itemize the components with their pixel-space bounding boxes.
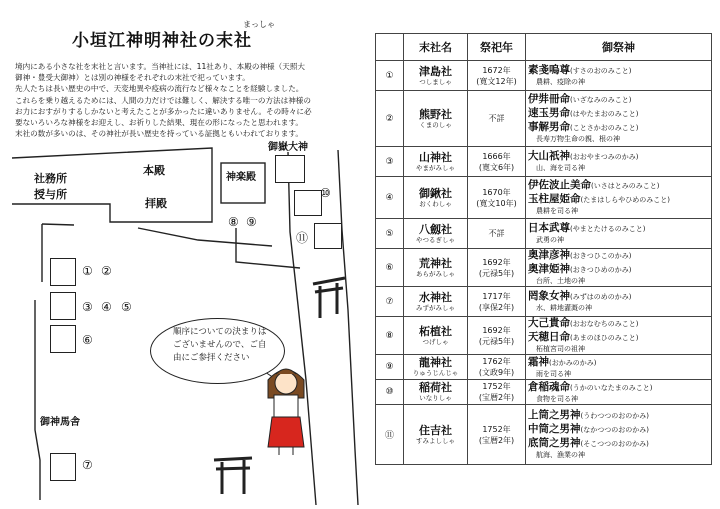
shrine-name-cell: [404, 147, 468, 177]
deity-line: [528, 437, 709, 451]
row-index: ⑪: [376, 405, 404, 465]
torii-icon: [214, 458, 252, 494]
shrine-name-cell: [404, 317, 468, 355]
table-row: [376, 317, 712, 355]
deity-reading: (たまはしらやひめのみこと): [580, 196, 670, 204]
row-index: ⑦: [376, 287, 404, 317]
shrine-reading: りゅうじんじゃ: [412, 369, 459, 377]
year-text: 1717年: [482, 291, 511, 301]
shrine-name-cell: [404, 405, 468, 465]
deity-name: 玉柱屋姫命: [528, 193, 581, 205]
deity-line: [528, 263, 709, 277]
speech-bubble: [150, 318, 285, 384]
intro-line: 要ないろいろな神様をお迎えし、お祈りした結果、現在の形になったと思われます。: [15, 118, 303, 128]
row-index: ③: [376, 147, 404, 177]
shrine-name: 津島社: [419, 64, 452, 78]
table-row: [376, 61, 712, 91]
shrine-reading: いなりしゃ: [419, 394, 452, 402]
page-title: 小垣江神明神社の末社: [72, 31, 252, 51]
shrine-maiden-figure: [268, 369, 304, 455]
deity-line: [528, 193, 709, 207]
bubble-line: 由にご参拝ください: [173, 353, 250, 363]
map-number-5: ⑤: [121, 300, 132, 314]
table-row: [376, 380, 712, 405]
row-index: ①: [376, 61, 404, 91]
intro-line: 先人たちは長い歴史の中で、天変地異や疫病の流行など様々なことを経験しました。: [15, 84, 304, 94]
year-text: (文政9年): [478, 368, 515, 377]
table-row: [376, 287, 712, 317]
deity-effect: 農耕を司る神: [536, 207, 578, 215]
deity-name: 伊佐波止美命: [528, 179, 591, 191]
deity-effect: 農耕、疫除の神: [536, 78, 585, 86]
deity-name: 素戔嗚尊: [528, 64, 570, 76]
year-cell: [468, 380, 526, 405]
shrine-box: [275, 155, 305, 183]
map-label-ontakeoogami: 御嶽大神: [268, 142, 308, 153]
map-number-6: ⑥: [82, 333, 93, 347]
shrine-name-cell: [404, 219, 468, 249]
table-row: [376, 147, 712, 177]
deity-name: 倉稲魂命: [528, 380, 570, 393]
year-text: (宝暦2年): [478, 435, 515, 445]
shrine-reading: つしましゃ: [419, 77, 452, 86]
deity-reading: (いざなみのみこと): [570, 96, 632, 104]
year-text: (宝暦2年): [478, 393, 515, 402]
shrine-name: 水神社: [419, 290, 452, 304]
shrine-name-cell: [404, 177, 468, 219]
shrine-name-cell: [404, 355, 468, 380]
deity-cell: [526, 249, 712, 287]
shrine-name-cell: [404, 249, 468, 287]
shrine-name-cell: [404, 380, 468, 405]
shrine-box: [50, 325, 76, 353]
year-cell: [468, 61, 526, 91]
title-furigana: まっしゃ: [243, 20, 275, 29]
shrine-box: [50, 258, 76, 286]
intro-line: 境内にある小さな社を末社と言います。当神社には、11社あり、本殿の神様（天照大: [15, 62, 306, 71]
deity-effect: 山、海を司る神: [536, 164, 585, 172]
year-cell: [468, 405, 526, 465]
shrine-name-cell: [404, 287, 468, 317]
row-index: ⑨: [376, 355, 404, 380]
year-text: (元禄5年): [478, 336, 515, 346]
year-text: 1752年: [482, 382, 511, 391]
table-row: [376, 355, 712, 380]
table-row: [376, 249, 712, 287]
deity-cell: [526, 147, 712, 177]
deity-reading: (やまとたけるのみこと): [570, 225, 646, 233]
year-text: (寛文6年): [478, 162, 515, 172]
year-text: 不詳: [488, 229, 505, 238]
year-text: 不詳: [488, 114, 505, 123]
shrine-reading: くまのしゃ: [419, 120, 452, 129]
deity-reading: (あまのほひのみこと): [570, 334, 639, 342]
shrine-name-cell: [404, 91, 468, 147]
map-number-7: ⑦: [82, 458, 93, 472]
row-index: ⑤: [376, 219, 404, 249]
year-text: 1672年: [482, 65, 511, 75]
shrine-reading: つげしゃ: [422, 337, 449, 346]
deity-reading: (うかのいなたまのみこと): [570, 383, 653, 392]
table-header-name: 末社名: [404, 34, 468, 61]
deity-cell: [526, 91, 712, 147]
year-text: (寛文10年): [476, 198, 517, 208]
table-row: [376, 91, 712, 147]
deity-name: 霜神: [528, 355, 549, 368]
table-row: [376, 219, 712, 249]
year-text: (元禄5年): [478, 268, 515, 278]
map-label-haiden: 拝殿: [145, 197, 167, 210]
year-cell: [468, 355, 526, 380]
deity-reading: (みずはのめのかみ): [570, 293, 632, 301]
row-index: ④: [376, 177, 404, 219]
deity-name: 上筒之男神: [528, 409, 581, 421]
intro-line: これらを乗り越えるためには、人間の力だけでは難しく、解決する唯一の方法は神様の: [15, 95, 311, 105]
shrine-reading: みずがみしゃ: [416, 303, 455, 312]
shrine-name: 荒神社: [419, 256, 452, 270]
deity-cell: [526, 317, 712, 355]
shrine-box: [314, 223, 342, 249]
deity-line: [528, 222, 709, 236]
year-text: 1692年: [482, 257, 511, 267]
deity-reading: (おきつひめのかみ): [570, 266, 632, 274]
deity-line: [528, 331, 709, 345]
map-number-1: ①: [82, 264, 93, 278]
deity-cell: [526, 355, 712, 380]
table-row: [376, 405, 712, 465]
deity-effect: 雨を司る神: [536, 369, 571, 378]
shrine-reading: やまがみしゃ: [416, 163, 455, 172]
deity-line: [528, 249, 709, 263]
deity-line: [528, 381, 709, 395]
deity-line: [528, 179, 709, 193]
year-cell: [468, 287, 526, 317]
deity-line: [528, 290, 709, 304]
map-label-juyosho: 授与所: [34, 188, 67, 201]
year-cell: [468, 91, 526, 147]
deity-line: [528, 93, 709, 107]
table-row: [376, 177, 712, 219]
intro-line: 御神・豊受大御神）とは別の神様をそれぞれの末社で祀っています。: [15, 73, 250, 83]
deity-reading: (おかみのかみ): [549, 358, 597, 367]
map-number-10: ⑩: [320, 186, 331, 200]
bubble-line: 順序についての決まりは: [173, 327, 267, 337]
table-header-year: 祭祀年: [468, 34, 526, 61]
deity-name: 底筒之男神: [528, 437, 581, 449]
year-text: 1692年: [482, 325, 511, 335]
bubble-line: ございませんので、ご自: [173, 340, 267, 350]
shrine-name: 稲荷社: [419, 381, 452, 394]
shrine-box: [294, 190, 322, 216]
deity-effect: 武勇の神: [536, 236, 564, 244]
map-number-8: ⑧: [228, 215, 239, 229]
shrine-name: 熊野社: [419, 107, 452, 121]
shrine-box: [50, 292, 76, 320]
map-label-honden: 本殿: [143, 164, 165, 177]
deity-cell: [526, 287, 712, 317]
table-header-row: [376, 34, 712, 61]
deity-reading: (はやたまおのみこと): [570, 110, 639, 118]
row-index: ⑥: [376, 249, 404, 287]
deity-name: 事解男命: [528, 121, 570, 133]
year-text: 1752年: [482, 424, 511, 434]
map-label-shamusho: 社務所: [34, 172, 67, 185]
year-text: 1762年: [482, 357, 511, 366]
deity-line: [528, 409, 709, 423]
shrine-reading: あらがみしゃ: [416, 269, 455, 278]
year-text: 1666年: [482, 151, 511, 161]
row-index: ②: [376, 91, 404, 147]
deity-reading: (おきつひこのかみ): [570, 252, 632, 260]
deity-line: [528, 150, 709, 164]
deity-reading: (いさはとみのみこと): [591, 182, 660, 190]
table-header-index: [376, 34, 404, 61]
map-number-4: ④: [101, 300, 112, 314]
deity-name: 大己貴命: [528, 317, 570, 329]
map-label-goshinmasha: 御神馬舎: [40, 417, 80, 428]
deity-reading: (おおなむちのみこと): [570, 320, 639, 328]
deity-reading: (そこつつのおのかみ): [580, 440, 649, 448]
deity-effect: 台所、土地の神: [536, 277, 585, 285]
shrine-reading: やつるぎしゃ: [416, 235, 455, 244]
map-number-3: ③: [82, 300, 93, 314]
year-text: (享保2年): [478, 302, 515, 312]
shrine-name: 御鍬社: [419, 186, 452, 200]
shrine-name: 山神社: [419, 150, 452, 164]
shrine-name: 柘植社: [419, 324, 452, 338]
deity-effect: 長寿万物生命の親、根の神: [536, 135, 620, 143]
year-cell: [468, 317, 526, 355]
deity-name: 罔象女神: [528, 290, 570, 302]
deity-reading: (うわつつのおのかみ): [580, 412, 649, 420]
deity-line: [528, 423, 709, 437]
deity-effect: 食物を司る神: [536, 394, 578, 403]
deity-name: 日本武尊: [528, 222, 570, 234]
shrine-name-cell: [404, 61, 468, 91]
torii-icon: [313, 278, 345, 318]
year-cell: [468, 147, 526, 177]
deity-cell: [526, 219, 712, 249]
deity-effect: 航海、漁業の神: [536, 451, 585, 459]
map-number-11: ⑪: [296, 231, 309, 245]
deity-effect: 水、耕地灌漑の神: [536, 304, 592, 312]
shrine-name: 住吉社: [419, 423, 452, 437]
shrine-reading: おくわしゃ: [419, 199, 452, 208]
deity-reading: (おおやまつみのかみ): [570, 153, 639, 161]
deity-name: 伊弉冊命: [528, 93, 570, 105]
deity-line: [528, 64, 709, 78]
deity-cell: [526, 405, 712, 465]
year-cell: [468, 249, 526, 287]
deity-line: [528, 356, 709, 370]
year-text: 1670年: [482, 187, 511, 197]
row-index: ⑩: [376, 380, 404, 405]
row-index: ⑧: [376, 317, 404, 355]
massha-table: [375, 33, 712, 465]
deity-effect: 柘植宮司の祖神: [536, 345, 585, 353]
table-header-deity: 御祭神: [526, 34, 712, 61]
intro-line: お力におすがりするしかないと考えたことが多かったに違いありません。その時々に必: [15, 106, 312, 116]
deity-name: 大山祇神: [528, 150, 570, 162]
deity-name: 速玉男命: [528, 107, 570, 119]
shrine-name: 龍神社: [419, 356, 452, 369]
map-label-kaguraden: 神楽殿: [226, 172, 256, 183]
year-cell: [468, 219, 526, 249]
deity-line: [528, 317, 709, 331]
deity-reading: (すさのおのみこと): [570, 67, 632, 75]
shrine-reading: すみよししゃ: [416, 436, 455, 445]
shrine-name: 八劔社: [419, 222, 452, 236]
map-number-2: ②: [101, 264, 112, 278]
deity-cell: [526, 380, 712, 405]
shrine-box: [50, 453, 76, 481]
map-number-9: ⑨: [246, 215, 257, 229]
deity-line: [528, 107, 709, 121]
year-text: (寛文12年): [476, 76, 517, 86]
deity-cell: [526, 177, 712, 219]
deity-reading: (ことさかおのみこと): [570, 124, 639, 132]
deity-name: 天穂日命: [528, 331, 570, 343]
deity-cell: [526, 61, 712, 91]
deity-name: 中筒之男神: [528, 423, 581, 435]
deity-reading: (なかつつのおのかみ): [580, 426, 649, 434]
year-cell: [468, 177, 526, 219]
deity-name: 奥津姫神: [528, 263, 570, 275]
deity-name: 奥津彦神: [528, 249, 570, 261]
deity-line: [528, 121, 709, 135]
intro-line: 末社の数が多いのは、その神社が長い歴史を持っている証拠ともいわれております。: [15, 129, 303, 139]
